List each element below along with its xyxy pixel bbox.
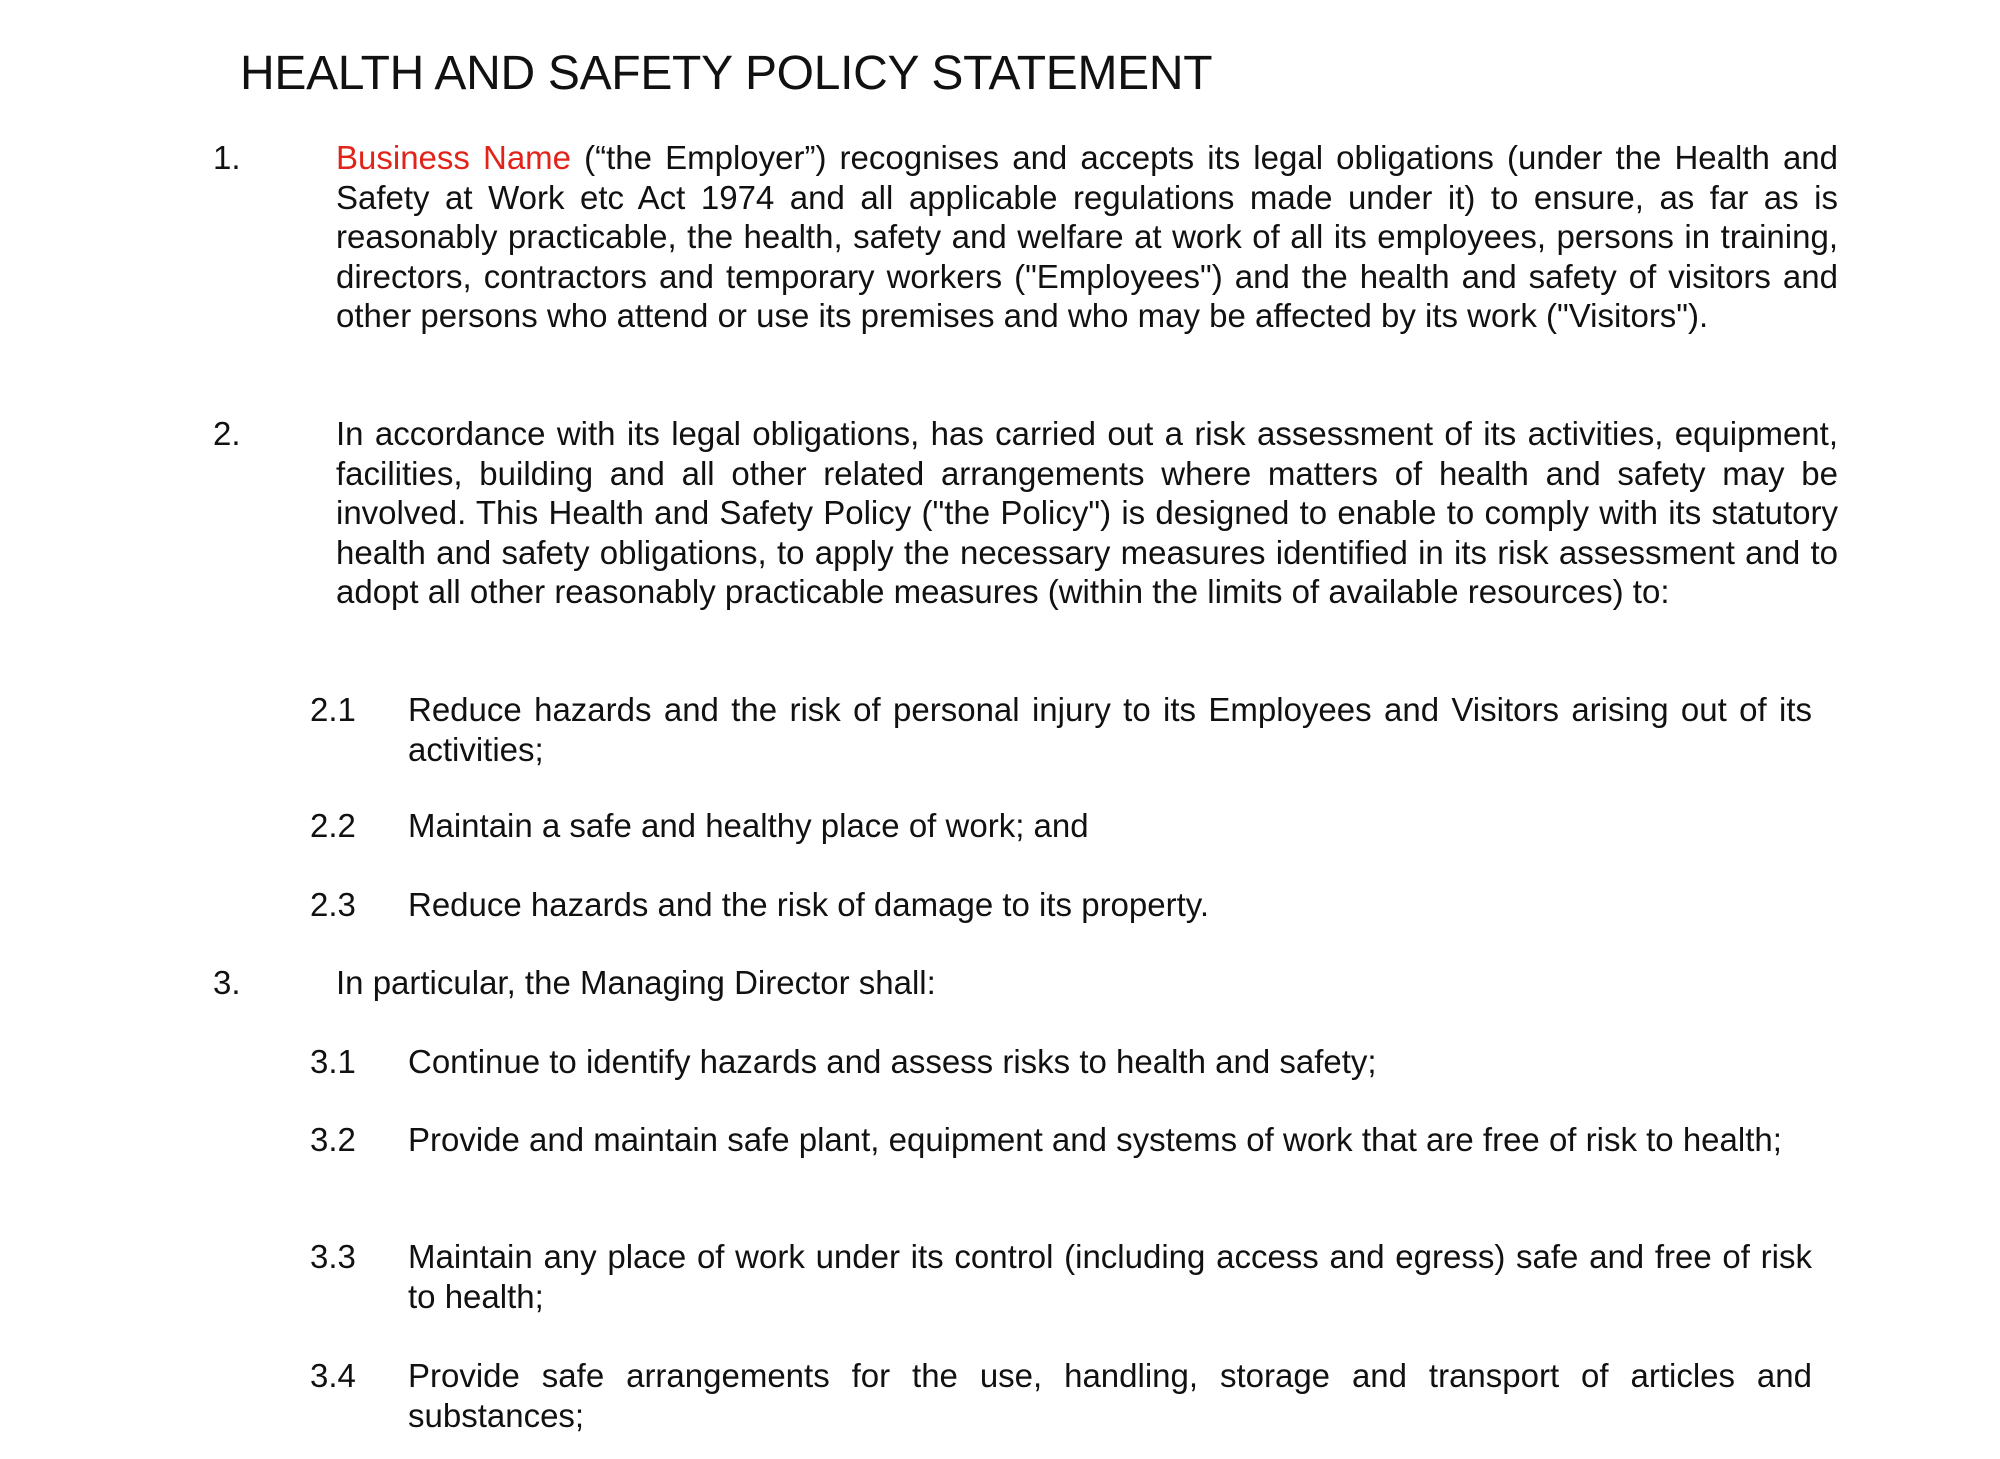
document-title: HEALTH AND SAFETY POLICY STATEMENT — [240, 47, 1213, 100]
subitem-number: 3.3 — [310, 1238, 356, 1275]
item-text: In particular, the Managing Director shall: — [336, 964, 936, 1001]
subitem-text: Maintain any place of work under its control (including access and egress) safe and free of risk to health; — [408, 1238, 1812, 1315]
subitem-text: Continue to identify hazards and assess risks to health and safety; — [408, 1043, 1377, 1080]
item-body: (“the Employer”) recognises and accepts its legal obligations (under the Health and Safety at Work etc Act 1974 and all applicable regulations made under it) to ensure, as far as is reasonably practicable, the health, safety and welfare at work of all its employees, persons in training, directors, contractors and temporary workers ("Employees") and the health and safety of visitors and other persons who attend or use its premises and who may be affected by its work ("Visitors"). — [336, 139, 1839, 334]
item-number: 2. — [213, 415, 241, 452]
subitem-text: Reduce hazards and the risk of damage to its property. — [408, 886, 1209, 923]
subitem-text: Reduce hazards and the risk of personal injury to its Employees and Visitors arising out of its activities; — [408, 691, 1812, 768]
subitem-number: 3.1 — [310, 1043, 356, 1080]
item-number: 3. — [213, 964, 241, 1001]
subitem-number: 2.3 — [310, 886, 356, 923]
subitem-text: Provide and maintain safe plant, equipment and systems of work that are free of risk to health; — [408, 1121, 1782, 1158]
item-number: 1. — [213, 139, 241, 176]
item-text — [336, 138, 1838, 336]
item-text: In accordance with its legal obligations, has carried out a risk assessment of its activities, equipment, facilities, building and all other related arrangements where matters of health and safety may be involved. This Health and Safety Policy ("the Policy") is designed to enable to comply with its statutory health and safety obligations, to apply the necessary measures identified in its risk assessment and to adopt all other reasonably practicable measures (within the limits of available resources) to: — [336, 415, 1838, 610]
subitem-number: 3.4 — [310, 1357, 356, 1394]
subitem-number: 3.2 — [310, 1121, 356, 1158]
subitem-number: 2.2 — [310, 807, 356, 844]
subitem-number: 2.1 — [310, 691, 356, 728]
subitem-text: Provide safe arrangements for the use, handling, storage and transport of articles and substances; — [408, 1357, 1812, 1434]
subitem-text: Maintain a safe and healthy place of work; and — [408, 807, 1089, 844]
business-name-placeholder: Business Name — [336, 139, 572, 176]
